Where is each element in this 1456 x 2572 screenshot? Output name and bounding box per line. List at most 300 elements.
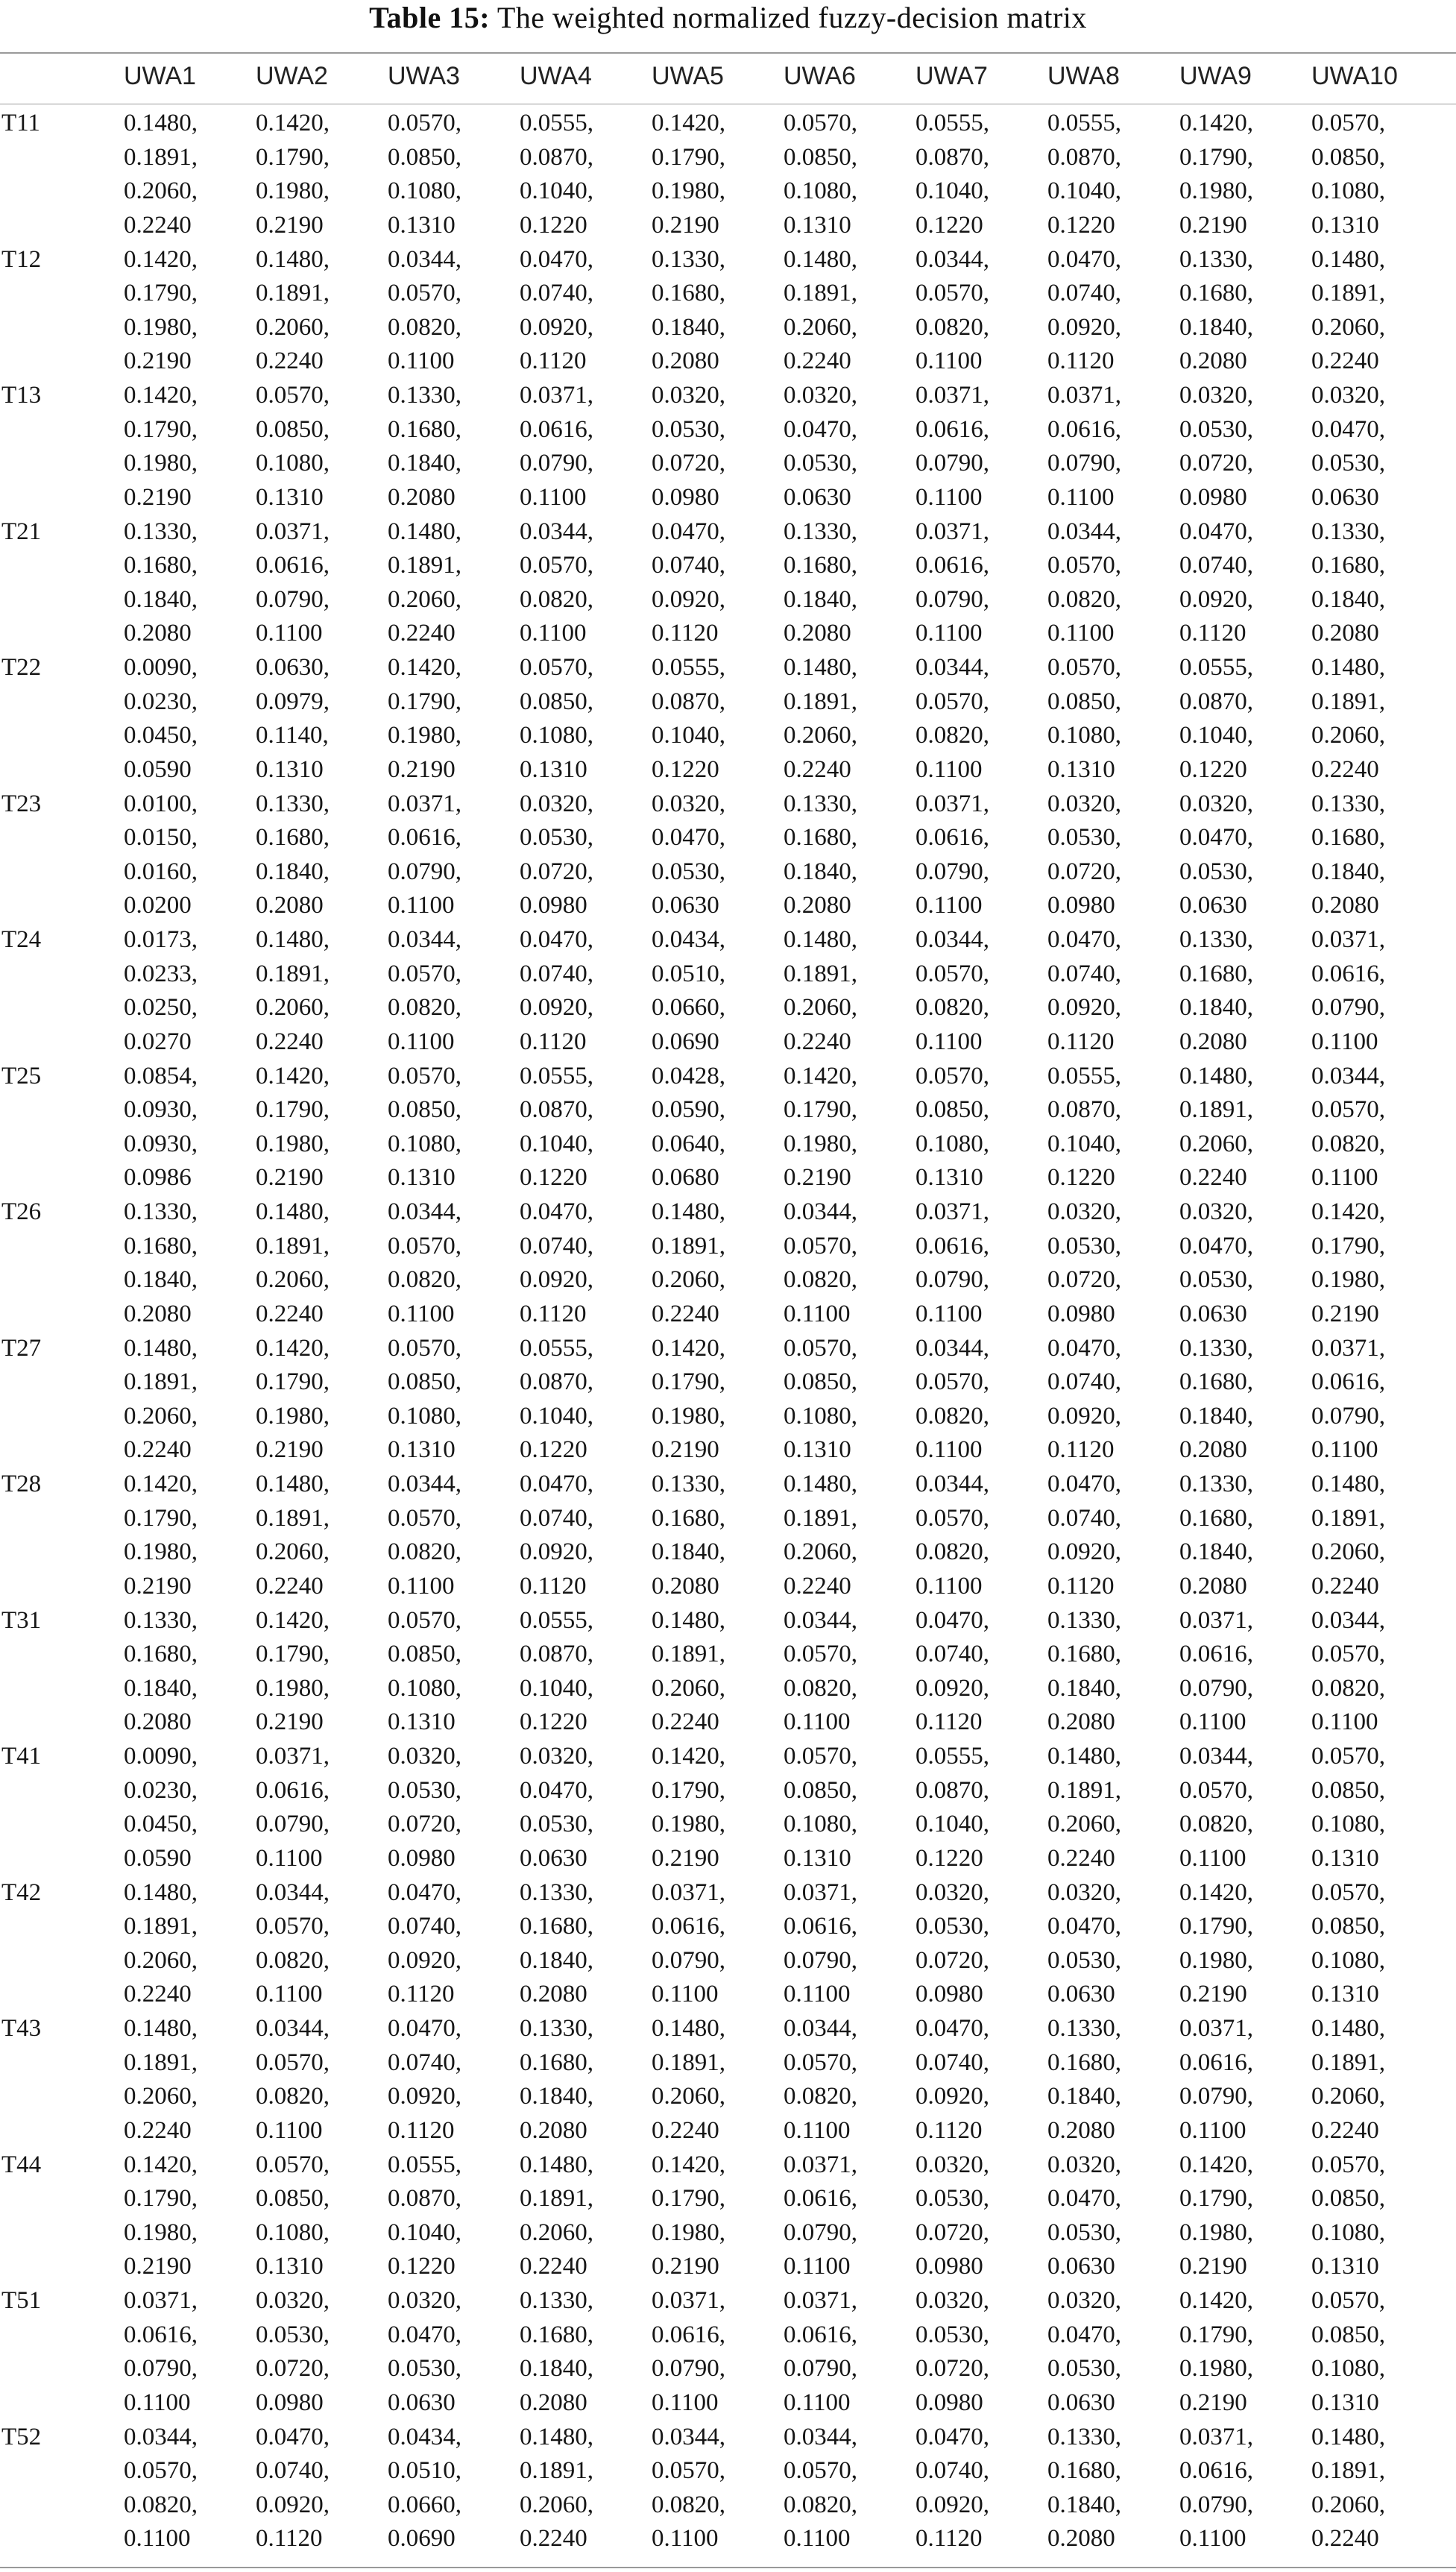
- cell-value: 0.1840,: [1179, 1402, 1253, 1430]
- cell-value: 0.1891,: [784, 1504, 857, 1532]
- cell-value: 0.1790,: [784, 1096, 857, 1124]
- cell-value: 0.1891,: [784, 960, 857, 987]
- cell-value: 0.1790,: [388, 688, 461, 715]
- cell-value: 0.0555,: [520, 1062, 593, 1090]
- cell-value: 0.2080: [1179, 1028, 1247, 1055]
- cell-value: 0.1310: [915, 1164, 983, 1192]
- cell-value: 0.1330,: [1179, 245, 1253, 273]
- cell-value: 0.0570,: [784, 1641, 857, 1668]
- table-cell: [388, 1468, 514, 1603]
- table-row: [0, 2284, 1456, 2421]
- cell-value: 0.2080: [388, 483, 456, 511]
- table-cell: [388, 1740, 514, 1875]
- cell-value: 0.1680,: [784, 552, 857, 579]
- cell-value: 0.0790,: [388, 858, 461, 885]
- cell-value: 0.2060,: [256, 1538, 330, 1566]
- table-cell: [124, 923, 250, 1059]
- cell-value: 0.1480,: [256, 926, 330, 953]
- cell-value: 0.1790,: [652, 2185, 725, 2213]
- cell-value: 0.1100: [1179, 1844, 1247, 1872]
- cell-value: 0.0470,: [388, 2321, 461, 2348]
- cell-value: 0.0720,: [915, 1946, 989, 1974]
- cell-value: 0.1480,: [1047, 1743, 1121, 1770]
- table-cell: [520, 1195, 646, 1331]
- cell-value: 0.2190: [124, 483, 192, 511]
- table-cell: [652, 515, 778, 651]
- cell-value: 0.0570,: [1311, 110, 1385, 136]
- cell-value: 0.1220: [915, 211, 983, 239]
- cell-value: 0.0850,: [388, 1641, 461, 1668]
- table-row: [0, 1740, 1456, 1876]
- table-cell: [124, 2148, 250, 2284]
- cell-value: 0.0570,: [1179, 1776, 1253, 1804]
- cell-value: 0.2060,: [124, 1946, 198, 1974]
- cell-value: 0.1840,: [520, 2355, 593, 2383]
- cell-value: 0.1840,: [124, 585, 198, 613]
- table-cell: [1311, 107, 1438, 242]
- cell-value: 0.0530,: [1179, 858, 1253, 885]
- cell-value: 0.1891,: [652, 2049, 725, 2076]
- cell-value: 0.2080: [124, 620, 192, 647]
- cell-value: 0.2080: [1179, 348, 1247, 375]
- table-cell: [784, 379, 910, 515]
- cell-value: 0.0371,: [915, 790, 989, 817]
- cell-value: 0.1420,: [124, 1471, 198, 1497]
- cell-value: 0.2060,: [388, 585, 461, 613]
- cell-value: 0.1040,: [1047, 177, 1121, 205]
- cell-value: 0.0920,: [915, 2083, 989, 2110]
- cell-value: 0.0570,: [1311, 1878, 1385, 1906]
- cell-value: 0.0570,: [915, 1062, 989, 1090]
- cell-value: 0.1040,: [1179, 722, 1253, 749]
- table-cell: [520, 1468, 646, 1603]
- cell-value: 0.1891,: [1047, 1776, 1121, 1804]
- cell-value: 0.1080,: [256, 2219, 330, 2246]
- table-cell: [1179, 1740, 1306, 1875]
- table-row: [0, 2421, 1456, 2557]
- cell-value: 0.1480,: [784, 926, 857, 953]
- cell-value: 0.0344,: [388, 1471, 461, 1497]
- cell-value: 0.0371,: [1179, 2015, 1253, 2042]
- cell-value: 0.1680,: [1047, 1641, 1121, 1668]
- table-cell: [1311, 2421, 1438, 2556]
- cell-value: 0.0344,: [784, 2015, 857, 2042]
- table-cell: [520, 1740, 646, 1875]
- cell-value: 0.0850,: [256, 2185, 330, 2213]
- table-cell: [915, 515, 1042, 651]
- cell-value: 0.0740,: [1047, 960, 1121, 987]
- cell-value: 0.1080,: [256, 450, 330, 477]
- table-cell: [915, 1468, 1042, 1603]
- cell-value: 0.0590: [124, 755, 192, 783]
- cell-value: 0.1790,: [1179, 143, 1253, 171]
- cell-value: 0.2240: [520, 2525, 587, 2553]
- cell-value: 0.0980: [520, 892, 587, 919]
- cell-value: 0.1140,: [256, 722, 329, 749]
- table-cell: [652, 1195, 778, 1331]
- cell-value: 0.0820,: [388, 1266, 461, 1294]
- cell-value: 0.1100: [1311, 1028, 1378, 1055]
- table-cell: [652, 379, 778, 515]
- cell-value: 0.1980,: [256, 1130, 330, 1157]
- table-cell: [915, 1060, 1042, 1195]
- cell-value: 0.1790,: [256, 1641, 330, 1668]
- cell-value: 0.0570,: [784, 1232, 857, 1260]
- cell-value: 0.1100: [1047, 620, 1115, 647]
- cell-value: 0.0570,: [388, 1062, 461, 1090]
- cell-value: 0.0850,: [784, 1776, 857, 1804]
- row-label: T28: [1, 1471, 42, 1497]
- table-cell: [652, 651, 778, 787]
- cell-value: 0.1100: [915, 1436, 983, 1464]
- cell-value: 0.1790,: [652, 143, 725, 171]
- cell-value: 0.1420,: [1179, 110, 1253, 136]
- cell-value: 0.1330,: [1047, 2423, 1121, 2450]
- table-cell: [784, 515, 910, 651]
- cell-value: 0.1120: [915, 2116, 983, 2144]
- cell-value: 0.1980,: [1179, 1946, 1253, 1974]
- cell-value: 0.0570,: [784, 110, 857, 136]
- table-cell: [1179, 1604, 1306, 1740]
- cell-value: 0.1840,: [388, 450, 461, 477]
- table-cell: [256, 651, 382, 787]
- cell-value: 0.0344,: [915, 1334, 989, 1362]
- cell-value: 0.0530,: [784, 450, 857, 477]
- row-label: T51: [1, 2287, 42, 2314]
- table-cell: [1047, 2421, 1174, 2556]
- cell-value: 0.2240: [784, 348, 851, 375]
- table-cell: [1311, 1604, 1438, 1740]
- cell-value: 0.0820,: [915, 722, 989, 749]
- table-row: [0, 1060, 1456, 1196]
- cell-value: 0.0320,: [1179, 382, 1253, 409]
- cell-value: 0.0371,: [652, 1878, 725, 1906]
- cell-value: 0.2060,: [124, 177, 198, 205]
- cell-value: 0.0920,: [1179, 585, 1253, 613]
- cell-value: 0.1040,: [520, 177, 593, 205]
- cell-value: 0.2080: [652, 348, 719, 375]
- cell-value: 0.1420,: [124, 245, 198, 273]
- table-cell: [520, 107, 646, 242]
- table-cell: [1311, 2284, 1438, 2420]
- cell-value: 0.1100: [784, 2116, 851, 2144]
- cell-value: 0.0790,: [520, 450, 593, 477]
- cell-value: 0.0173,: [124, 926, 198, 953]
- cell-value: 0.1100: [652, 2525, 719, 2553]
- table-cell: [124, 1468, 250, 1603]
- cell-value: 0.0344,: [784, 1198, 857, 1225]
- cell-value: 0.0450,: [124, 1811, 198, 1838]
- cell-value: 0.1310: [784, 1844, 851, 1872]
- cell-value: 0.1891,: [124, 2049, 198, 2076]
- cell-value: 0.0920,: [1047, 994, 1121, 1022]
- table-cell: [1047, 379, 1174, 515]
- cell-value: 0.2060,: [124, 2083, 198, 2110]
- cell-value: 0.1310: [520, 755, 587, 783]
- cell-value: 0.1100: [784, 1708, 851, 1736]
- cell-value: 0.0790,: [1311, 994, 1385, 1022]
- table-cell: [1179, 1332, 1306, 1468]
- cell-value: 0.1790,: [1311, 1232, 1385, 1260]
- cell-value: 0.0344,: [915, 654, 989, 681]
- cell-value: 0.0344,: [256, 2015, 330, 2042]
- cell-value: 0.1420,: [652, 1334, 725, 1362]
- cell-value: 0.1220: [915, 1844, 983, 1872]
- cell-value: 0.0371,: [388, 790, 461, 817]
- cell-value: 0.0850,: [784, 143, 857, 171]
- cell-value: 0.0570,: [388, 960, 461, 987]
- cell-value: 0.0470,: [388, 1878, 461, 1906]
- table-row: [0, 1604, 1456, 1741]
- cell-value: 0.1040,: [915, 177, 989, 205]
- cell-value: 0.1100: [652, 2389, 719, 2416]
- cell-value: 0.0616,: [915, 552, 989, 579]
- cell-value: 0.1680,: [652, 280, 725, 307]
- table-cell: [652, 2284, 778, 2420]
- cell-value: 0.0320,: [256, 2287, 330, 2314]
- cell-value: 0.0344,: [915, 1471, 989, 1497]
- cell-value: 0.1420,: [256, 1062, 330, 1090]
- cell-value: 0.1680,: [1311, 824, 1385, 852]
- cell-value: 0.1310: [1311, 1844, 1379, 1872]
- cell-value: 0.0980: [1047, 1300, 1115, 1327]
- cell-value: 0.1220: [520, 1708, 587, 1736]
- cell-value: 0.2240: [784, 1028, 851, 1055]
- cell-value: 0.0820,: [915, 313, 989, 341]
- cell-value: 0.1891,: [256, 960, 330, 987]
- cell-value: 0.0320,: [784, 382, 857, 409]
- cell-value: 0.1420,: [1179, 2287, 1253, 2314]
- table-cell: [1047, 1468, 1174, 1603]
- table-cell: [1311, 2012, 1438, 2148]
- table-cell: [652, 1060, 778, 1195]
- cell-value: 0.1100: [784, 2253, 851, 2280]
- cell-value: 0.0555,: [915, 1743, 989, 1770]
- cell-value: 0.0680: [652, 1164, 719, 1192]
- table-cell: [784, 107, 910, 242]
- table-cell: [1047, 2148, 1174, 2284]
- column-header: UWA7: [915, 62, 988, 90]
- cell-value: 0.0510,: [652, 960, 725, 987]
- cell-value: 0.0980: [915, 2389, 983, 2416]
- table-cell: [784, 1740, 910, 1875]
- cell-value: 0.1980,: [256, 1402, 330, 1430]
- cell-value: 0.1680,: [520, 2321, 593, 2348]
- cell-value: 0.1680,: [520, 1913, 593, 1940]
- cell-value: 0.0616,: [520, 415, 593, 443]
- cell-value: 0.2190: [124, 1572, 192, 1600]
- cell-value: 0.2080: [520, 2389, 587, 2416]
- cell-value: 0.1420,: [1311, 1198, 1385, 1225]
- row-label: T26: [1, 1198, 42, 1225]
- table-cell: [256, 1332, 382, 1468]
- cell-value: 0.2240: [124, 211, 192, 239]
- cell-value: 0.1330,: [388, 382, 461, 409]
- cell-value: 0.1891,: [1311, 1504, 1385, 1532]
- cell-value: 0.0870,: [520, 143, 593, 171]
- cell-value: 0.2240: [124, 1981, 192, 2008]
- table-cell: [256, 923, 382, 1059]
- cell-value: 0.2060,: [1311, 722, 1385, 749]
- cell-value: 0.1480,: [256, 245, 330, 273]
- cell-value: 0.0530,: [652, 858, 725, 885]
- cell-value: 0.1840,: [652, 1538, 725, 1566]
- cell-value: 0.1420,: [124, 2151, 198, 2178]
- table-cell: [388, 1876, 514, 2012]
- cell-value: 0.2190: [652, 1436, 719, 1464]
- cell-value: 0.0344,: [388, 245, 461, 273]
- table-cell: [388, 2421, 514, 2556]
- table-cell: [915, 243, 1042, 379]
- cell-value: 0.0630: [1179, 892, 1247, 919]
- cell-value: 0.1980,: [124, 1538, 198, 1566]
- table-cell: [388, 107, 514, 242]
- table-cell: [652, 107, 778, 242]
- cell-value: 0.1100: [784, 1300, 851, 1327]
- cell-value: 0.0820,: [652, 2491, 725, 2518]
- cell-value: 0.1330,: [784, 790, 857, 817]
- table-cell: [1179, 2284, 1306, 2420]
- cell-value: 0.0570,: [388, 1232, 461, 1260]
- cell-value: 0.0320,: [1179, 1198, 1253, 1225]
- cell-value: 0.0850,: [388, 1368, 461, 1396]
- cell-value: 0.0530,: [1047, 2219, 1121, 2246]
- table-cell: [652, 1468, 778, 1603]
- table-cell: [256, 2421, 382, 2556]
- cell-value: 0.1100: [256, 1844, 323, 1872]
- cell-value: 0.0850,: [1311, 1913, 1385, 1940]
- cell-value: 0.1040,: [520, 1130, 593, 1157]
- cell-value: 0.0720,: [388, 1811, 461, 1838]
- cell-value: 0.0344,: [1047, 518, 1121, 545]
- cell-value: 0.1040,: [388, 2219, 461, 2246]
- cell-value: 0.1790,: [652, 1776, 725, 1804]
- cell-value: 0.1891,: [520, 2457, 593, 2485]
- table-cell: [1047, 923, 1174, 1059]
- cell-value: 0.1980,: [388, 722, 461, 749]
- cell-value: 0.0850,: [784, 1368, 857, 1396]
- cell-value: 0.1080,: [1311, 1946, 1385, 1974]
- cell-value: 0.2240: [652, 1708, 719, 1736]
- cell-value: 0.0720,: [915, 2219, 989, 2246]
- row-label: T11: [1, 110, 40, 136]
- cell-value: 0.1080,: [388, 1130, 461, 1157]
- cell-value: 0.0371,: [784, 2287, 857, 2314]
- cell-value: 0.1980,: [124, 313, 198, 341]
- cell-value: 0.1080,: [784, 1402, 857, 1430]
- table-cell: [1047, 1060, 1174, 1195]
- cell-value: 0.0320,: [520, 790, 593, 817]
- table-cell: [1047, 515, 1174, 651]
- cell-value: 0.0820,: [1311, 1130, 1385, 1157]
- table-cell: [1311, 923, 1438, 1059]
- cell-value: 0.0344,: [915, 245, 989, 273]
- cell-value: 0.1330,: [1047, 2015, 1121, 2042]
- cell-value: 0.0740,: [520, 960, 593, 987]
- cell-value: 0.1220: [1047, 211, 1115, 239]
- cell-value: 0.0344,: [784, 2423, 857, 2450]
- table-cell: [1179, 243, 1306, 379]
- cell-value: 0.0530,: [915, 2321, 989, 2348]
- table-cell: [1311, 379, 1438, 515]
- cell-value: 0.0530,: [915, 2185, 989, 2213]
- cell-value: 0.0344,: [388, 1198, 461, 1225]
- cell-value: 0.1680,: [1179, 1368, 1253, 1396]
- cell-value: 0.1790,: [652, 1368, 725, 1396]
- cell-value: 0.2060,: [1311, 313, 1385, 341]
- cell-value: 0.1100: [915, 1028, 983, 1055]
- cell-value: 0.1100: [388, 1300, 455, 1327]
- cell-value: 0.0616,: [652, 1913, 725, 1940]
- cell-value: 0.0270: [124, 1028, 192, 1055]
- table-cell: [1311, 651, 1438, 787]
- cell-value: 0.0850,: [1311, 143, 1385, 171]
- cell-value: 0.1891,: [124, 1368, 198, 1396]
- cell-value: 0.2190: [256, 1436, 324, 1464]
- table-cell: [652, 1740, 778, 1875]
- cell-value: 0.1680,: [1311, 552, 1385, 579]
- table-cell: [1047, 2012, 1174, 2148]
- cell-value: 0.0320,: [1047, 1198, 1121, 1225]
- cell-value: 0.1420,: [256, 110, 330, 136]
- cell-value: 0.0740,: [1047, 1368, 1121, 1396]
- cell-value: 0.0570,: [1047, 552, 1121, 579]
- cell-value: 0.1310: [784, 211, 851, 239]
- cell-value: 0.1480,: [784, 245, 857, 273]
- cell-value: 0.1480,: [1179, 1062, 1253, 1090]
- cell-value: 0.0530,: [1047, 1946, 1121, 1974]
- table-cell: [124, 379, 250, 515]
- cell-value: 0.1980,: [1179, 2219, 1253, 2246]
- cell-value: 0.1480,: [1311, 1471, 1385, 1497]
- cell-value: 0.0555,: [652, 654, 725, 681]
- cell-value: 0.0979,: [256, 688, 330, 715]
- cell-value: 0.0570,: [784, 2049, 857, 2076]
- cell-value: 0.1980,: [1179, 177, 1253, 205]
- cell-value: 0.0720,: [256, 2355, 330, 2383]
- table-cell: [784, 787, 910, 923]
- cell-value: 0.1790,: [256, 143, 330, 171]
- cell-value: 0.1480,: [1311, 2423, 1385, 2450]
- cell-value: 0.1100: [784, 1981, 851, 2008]
- cell-value: 0.0530,: [1179, 415, 1253, 443]
- cell-value: 0.2080: [784, 620, 851, 647]
- cell-value: 0.1100: [1179, 1708, 1247, 1736]
- cell-value: 0.0660,: [652, 994, 725, 1022]
- table-cell: [124, 651, 250, 787]
- cell-value: 0.1840,: [1179, 994, 1253, 1022]
- cell-value: 0.2060,: [784, 994, 857, 1022]
- table-cell: [784, 1876, 910, 2012]
- table-cell: [915, 2012, 1042, 2148]
- cell-value: 0.1120: [1047, 1572, 1115, 1600]
- cell-value: 0.0570,: [256, 2049, 330, 2076]
- cell-value: 0.0850,: [1311, 2321, 1385, 2348]
- cell-value: 0.0820,: [915, 1538, 989, 1566]
- cell-value: 0.1100: [124, 2389, 191, 2416]
- cell-value: 0.1480,: [124, 2015, 198, 2042]
- cell-value: 0.0980: [1047, 892, 1115, 919]
- cell-value: 0.1120: [520, 348, 587, 375]
- cell-value: 0.0790,: [915, 858, 989, 885]
- table-cell: [652, 2012, 778, 2148]
- cell-value: 0.0470,: [520, 1198, 593, 1225]
- cell-value: 0.1840,: [1311, 585, 1385, 613]
- cell-value: 0.0820,: [124, 2491, 198, 2518]
- cell-value: 0.1330,: [256, 790, 330, 817]
- cell-value: 0.0344,: [124, 2423, 198, 2450]
- cell-value: 0.0434,: [388, 2423, 461, 2450]
